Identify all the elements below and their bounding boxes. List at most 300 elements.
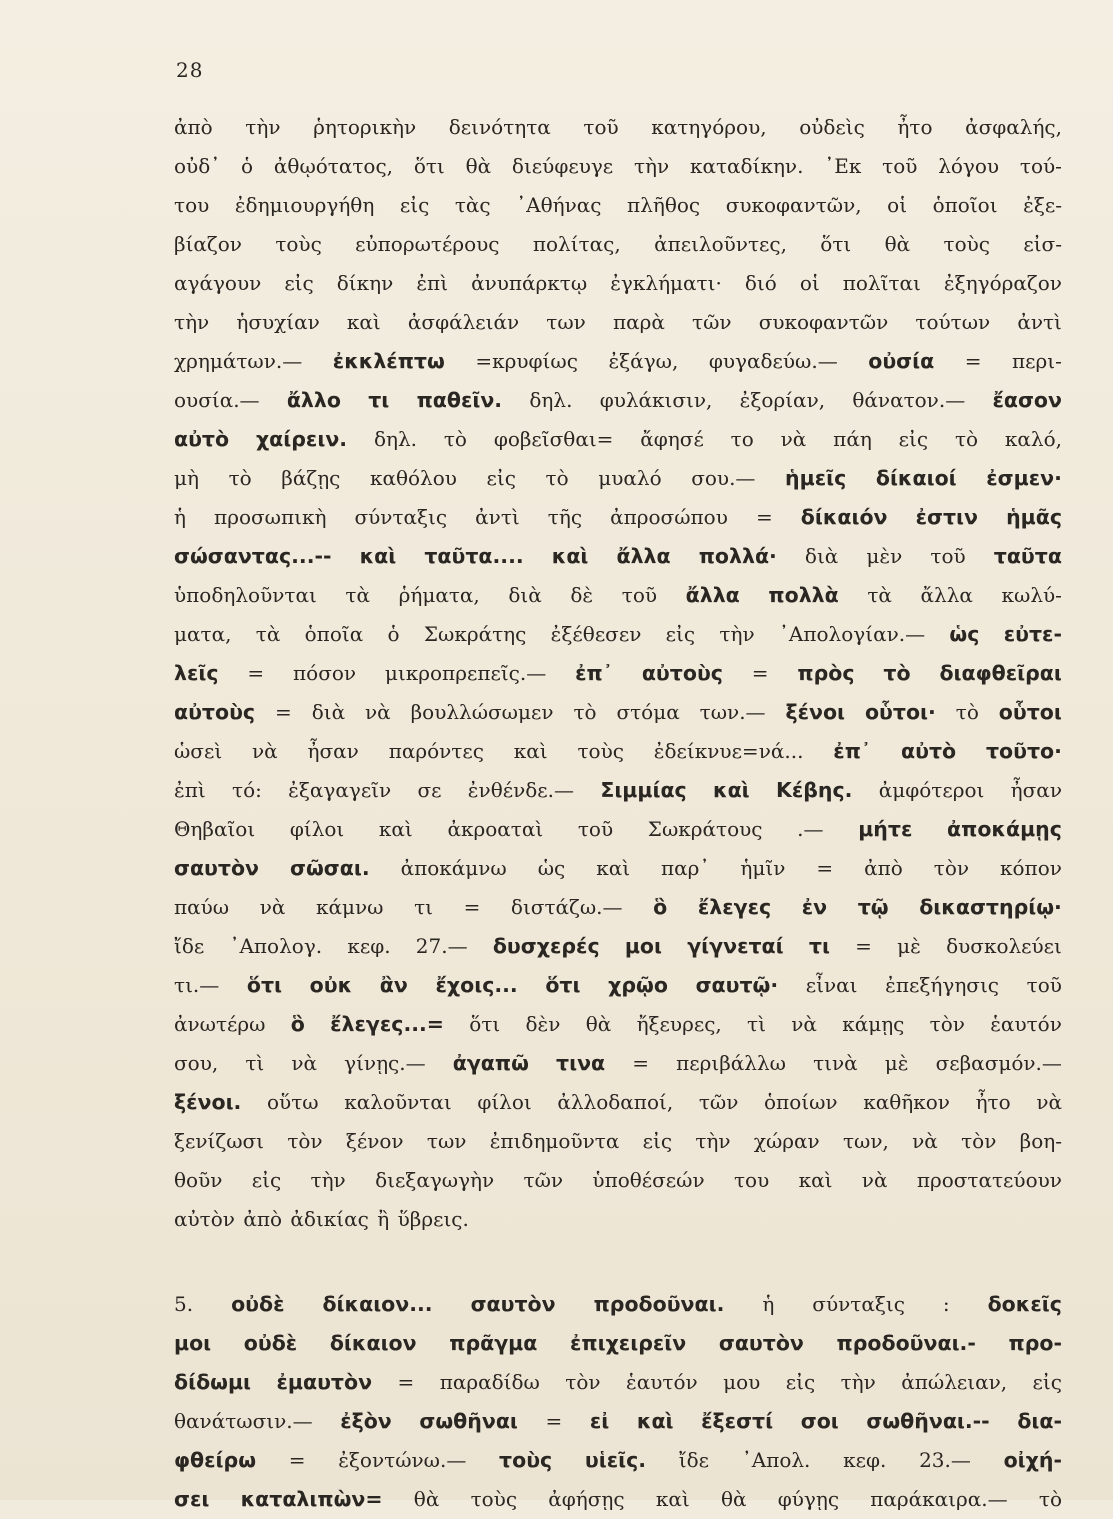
bold-term: δίκαιον xyxy=(329,1331,417,1355)
bold-term: ἐσμεν· xyxy=(986,466,1062,490)
word: ἐπὶ xyxy=(174,778,206,802)
word: ἀνυπάρκτῳ xyxy=(471,271,588,295)
word: εἰς xyxy=(399,193,430,217)
word: ἐξε- xyxy=(1023,193,1062,217)
bold-term: μοι xyxy=(624,934,662,958)
word: ὅτι xyxy=(820,232,852,256)
word: τὸν xyxy=(961,1129,997,1153)
word: τὸν xyxy=(933,856,970,880)
bold-term: ἐπιχειρεῖν xyxy=(569,1331,687,1355)
word: συκοφαντῶν, xyxy=(725,193,862,217)
word: θὰ xyxy=(413,1487,440,1511)
word: καὶ xyxy=(346,310,381,334)
word: ἀποκάμνω xyxy=(400,856,507,880)
word: δηλ. xyxy=(529,388,573,412)
word: θὰ xyxy=(884,232,911,256)
word: τὸ xyxy=(573,700,597,724)
word: φίλοι xyxy=(289,817,345,841)
word: κεφ. xyxy=(347,934,391,958)
word: τινὰ xyxy=(813,1051,858,1075)
word: μὴ xyxy=(174,466,199,490)
word: τὸν xyxy=(565,1370,601,1394)
word: = xyxy=(755,505,773,529)
word: = xyxy=(751,661,769,685)
word: ἡσυχίαν xyxy=(236,310,320,334)
word: τού- xyxy=(1019,154,1062,178)
word: φυλάκισιν, xyxy=(599,388,713,412)
word: τὴν xyxy=(719,622,755,646)
word: = xyxy=(397,1370,415,1394)
bold-term: πολλὰ xyxy=(768,583,839,607)
word: Θηβαῖοι xyxy=(174,817,256,841)
text-line xyxy=(174,1200,1062,1239)
word: δὲ xyxy=(570,583,594,607)
bold-term: ἔλεγες xyxy=(697,895,772,919)
word: τὸν xyxy=(287,1129,323,1153)
word: περι- xyxy=(1012,349,1062,373)
text-line xyxy=(174,1161,1062,1200)
word: εἰς xyxy=(1032,1370,1062,1394)
bold-term: ἡμᾶς xyxy=(1006,505,1062,529)
word: ἐξορίαν, xyxy=(739,388,826,412)
word: ᾽Απολ. xyxy=(741,1448,811,1472)
word: = xyxy=(463,895,481,919)
text-line xyxy=(174,888,1062,927)
word: των xyxy=(426,1129,467,1153)
word: νὰ xyxy=(861,1168,888,1192)
bold-term: δίκαιον... xyxy=(322,1292,433,1316)
word: ᾽Απολογ. xyxy=(229,934,323,958)
bold-term: οὐκ xyxy=(309,973,353,997)
word: ξενίζωσι xyxy=(174,1129,265,1153)
word: : xyxy=(942,1292,950,1316)
word: ματα, xyxy=(174,622,232,646)
word: τὰ xyxy=(345,583,370,607)
word: τοὺς xyxy=(943,232,990,256)
word: θὰ xyxy=(465,154,492,178)
word: τὸ xyxy=(443,427,467,451)
word: ὁ xyxy=(241,154,254,178)
word: τὶ xyxy=(245,1051,265,1075)
word: ἐξαγαγεῖν xyxy=(288,778,392,802)
word: ἀλλοδαποί, xyxy=(557,1090,674,1114)
word: 23.— xyxy=(919,1448,971,1472)
text-line xyxy=(174,654,1062,693)
word: ἐγκλήματι· xyxy=(610,271,722,295)
word: τὴν xyxy=(245,115,281,139)
word: ὕβρεις. xyxy=(397,1207,469,1231)
word: εἰς xyxy=(642,1129,673,1153)
word: των, xyxy=(842,1129,889,1153)
word: = xyxy=(964,349,982,373)
word: καὶ xyxy=(655,1487,690,1511)
bold-term: φθείρω xyxy=(174,1448,257,1472)
word: διὰ xyxy=(804,544,839,568)
word: ἦσαν xyxy=(307,739,359,763)
bold-term: αὐτοὺς xyxy=(641,661,723,685)
word: ἐξάγω, xyxy=(608,349,679,373)
word: ὁποῖοι xyxy=(932,193,998,217)
bold-term: λεῖς xyxy=(174,661,219,685)
text-line xyxy=(174,1005,1062,1044)
word: ἀπροσώπου xyxy=(610,505,728,529)
word: μὲν xyxy=(866,544,903,568)
word: ἑαυτόν xyxy=(990,1012,1062,1036)
word: = xyxy=(545,1409,563,1433)
text-line xyxy=(174,498,1062,537)
bold-term: προδοῦναι.- xyxy=(836,1331,976,1355)
word: κάμῃς xyxy=(842,1012,905,1036)
word: τοὺς xyxy=(275,232,322,256)
word: ἀπὸ xyxy=(864,856,903,880)
word: τὸ xyxy=(954,427,979,451)
bold-term: ἐν xyxy=(801,895,828,919)
text-line xyxy=(174,186,1062,225)
word: καλό, xyxy=(1004,427,1062,451)
bold-term: ἄλλα xyxy=(685,583,740,607)
word: τὸ xyxy=(545,466,569,490)
word: νὰ xyxy=(259,895,286,919)
word: ἀπειλοῦντες, xyxy=(654,232,787,256)
word: νὰ xyxy=(365,700,391,724)
bold-term: δοκεῖς xyxy=(987,1292,1062,1316)
bold-term: αὐτὸ xyxy=(174,427,230,451)
word: εἰς xyxy=(284,271,314,295)
bold-term: οὗτοι· xyxy=(864,700,936,724)
word: Σωκράτους xyxy=(647,817,763,841)
word: τὴν xyxy=(695,1129,731,1153)
word: ὁποῖα xyxy=(304,622,364,646)
word: προστατεύουν xyxy=(916,1168,1062,1192)
word: φίλοι xyxy=(477,1090,532,1114)
bold-term: εὐτε- xyxy=(1003,622,1062,646)
word: τῆς xyxy=(547,505,583,529)
bold-term: ἄλλο xyxy=(286,388,341,412)
bold-term: Κέβης. xyxy=(775,778,853,802)
page-number: 28 xyxy=(176,58,204,82)
word: ᾽Αθήνας xyxy=(516,193,602,217)
word: τοῦ xyxy=(621,583,658,607)
word: νὰ xyxy=(291,1051,318,1075)
bold-term: δίδωμι xyxy=(174,1370,252,1394)
word: λόγου xyxy=(938,154,1000,178)
bold-term: ὃ xyxy=(290,1012,305,1036)
bold-term: καὶ xyxy=(359,544,397,568)
word: κωλύ- xyxy=(1001,583,1062,607)
word: ἀντὶ xyxy=(475,505,520,529)
text-line xyxy=(174,810,1062,849)
bold-term: ἔχοις... xyxy=(435,973,518,997)
word: ἄφησέ xyxy=(640,427,704,451)
bold-term: καὶ xyxy=(551,544,589,568)
text-line xyxy=(174,771,1062,810)
word: τούτων xyxy=(915,310,991,334)
text-line xyxy=(174,693,1062,732)
word: ἐξοντώνω.— xyxy=(338,1448,467,1472)
word: τοῦ xyxy=(1026,973,1062,997)
bold-term: ἐξὸν xyxy=(340,1409,392,1433)
word: μικροπρεπεῖς.— xyxy=(384,661,547,685)
bold-term: υἱεῖς. xyxy=(584,1448,647,1472)
word: προσωπικὴ xyxy=(214,505,327,529)
bold-term: ἐπ᾽ xyxy=(833,739,872,763)
word: ἀθῳότατος, xyxy=(273,154,394,178)
word: νὰ xyxy=(791,1012,817,1036)
word: ᾽Απολογίαν.— xyxy=(778,622,926,646)
word: σύνταξις xyxy=(812,1292,905,1316)
bold-term: χρῷο xyxy=(608,973,668,997)
word: οὐδεὶς xyxy=(799,115,865,139)
bold-term: σαυτὸν xyxy=(470,1292,556,1316)
word: περιβάλλω xyxy=(676,1051,786,1075)
text-line xyxy=(174,1122,1062,1161)
word: τό: xyxy=(232,778,262,802)
bold-term: οὐδὲ xyxy=(243,1331,298,1355)
word: 27.— xyxy=(415,934,468,958)
text-line xyxy=(174,264,1062,303)
text-line xyxy=(174,342,1062,381)
bold-term: μοι xyxy=(174,1331,212,1355)
word: = xyxy=(247,661,265,685)
text-line xyxy=(174,1402,1062,1441)
text-line xyxy=(174,537,1062,576)
word: σύνταξις xyxy=(354,505,448,529)
word: = xyxy=(288,1448,306,1472)
word: ἦτο xyxy=(897,115,933,139)
word: τῶν xyxy=(692,310,732,334)
word: ἐδείκνυε=νά... xyxy=(653,739,804,763)
word: ἡ xyxy=(174,505,186,529)
word: Σωκράτης xyxy=(423,622,527,646)
word: ἐξηγόραζον xyxy=(943,271,1062,295)
bold-term: ὅτι xyxy=(246,973,283,997)
bold-term: σαυτὸν xyxy=(174,856,260,880)
bold-term: ὅτι xyxy=(545,973,581,997)
bold-term: ἀγαπῶ xyxy=(452,1051,529,1075)
word: τοῦ xyxy=(882,154,918,178)
word: ἀπὸ xyxy=(174,115,213,139)
word: σου, xyxy=(174,1051,219,1075)
word: εἰς xyxy=(898,427,929,451)
commentary-paragraph xyxy=(174,108,1062,1239)
word: ἡ xyxy=(762,1292,775,1316)
bold-term: ἐμαυτὸν xyxy=(276,1370,373,1394)
word: διό xyxy=(744,271,777,295)
word: ῥήματα, xyxy=(398,583,480,607)
bold-term: Σιμμίας xyxy=(600,778,687,802)
bold-term: ξένοι xyxy=(785,700,846,724)
bold-term: ἔασον xyxy=(992,388,1062,412)
word: τὰς xyxy=(454,193,491,217)
word: οὐδ᾽ xyxy=(174,154,221,178)
word: ἦσαν xyxy=(1010,778,1062,802)
word: τὰ xyxy=(255,622,281,646)
word: καὶ xyxy=(798,1168,833,1192)
word: οἱ xyxy=(887,193,908,217)
bold-term: ἀποκάμῃς xyxy=(947,817,1062,841)
word: νὰ xyxy=(1036,1090,1062,1114)
bold-term: τοὺς xyxy=(499,1448,553,1472)
word: κάμνω xyxy=(315,895,384,919)
word: τὶ xyxy=(747,1012,766,1036)
word: σε xyxy=(417,778,442,802)
word: ὁποίων xyxy=(764,1090,838,1114)
word: παύω xyxy=(174,895,230,919)
word: ἐπὶ xyxy=(416,271,449,295)
word: διεξαγωγὴν xyxy=(375,1168,495,1192)
bold-term: σαυτὸν xyxy=(718,1331,804,1355)
word: καὶ xyxy=(513,739,548,763)
text-line xyxy=(174,732,1062,771)
word: ἀνωτέρω xyxy=(174,1012,266,1036)
text-line xyxy=(174,615,1062,654)
word: ἴδε xyxy=(678,1448,710,1472)
word: τοὺς xyxy=(470,1487,518,1511)
word: κατηγόρου, xyxy=(651,115,767,139)
bold-term: δίκαιόν xyxy=(800,505,888,529)
bold-term: δια- xyxy=(1017,1409,1062,1433)
text-line xyxy=(174,576,1062,615)
word: παραδίδω xyxy=(439,1370,540,1394)
bold-term: ἔλεγες...= xyxy=(330,1012,444,1036)
word: σεβασμόν.— xyxy=(935,1051,1062,1075)
bold-term: ἔξεστί xyxy=(701,1409,774,1433)
text-line xyxy=(174,225,1062,264)
bold-term: καὶ xyxy=(713,778,750,802)
word: ἀκροαταὶ xyxy=(447,817,544,841)
word: ἀσφάλειάν xyxy=(407,310,520,334)
text-line xyxy=(174,1363,1062,1402)
bold-term: γίγνεταί xyxy=(687,934,784,958)
bold-term: ταῦτα.... xyxy=(424,544,524,568)
word: ξένον xyxy=(345,1129,404,1153)
word: τὸν xyxy=(929,1012,965,1036)
word: του xyxy=(174,193,210,217)
bold-term: σωθῆναι.-- xyxy=(866,1409,990,1433)
word: μυαλό xyxy=(598,466,662,490)
word: ἀπὸ xyxy=(243,1207,283,1231)
word: γίνῃς.— xyxy=(344,1051,426,1075)
bold-term: ταῦτα xyxy=(993,544,1062,568)
word: καὶ xyxy=(596,856,631,880)
text-line xyxy=(174,459,1062,498)
word: εἰς xyxy=(251,1168,282,1192)
bold-term: δίκαιοί xyxy=(875,466,957,490)
word: ὡσεὶ xyxy=(174,739,223,763)
bold-term: οὐσία xyxy=(868,349,935,373)
word: διεύφευγε xyxy=(511,154,614,178)
word: αγάγουν xyxy=(174,271,262,295)
word: μου xyxy=(723,1370,761,1394)
page-text xyxy=(174,108,1062,1519)
word: βάζῃς xyxy=(281,466,341,490)
word: ἀμφότεροι xyxy=(878,778,985,802)
word: πολῖται xyxy=(842,271,921,295)
word: οὕτω xyxy=(267,1090,319,1114)
word: εἰσ- xyxy=(1023,232,1062,256)
word: παρόντες xyxy=(388,739,484,763)
word: ἦτο xyxy=(975,1090,1011,1114)
word: τῶν xyxy=(698,1090,739,1114)
word: ῥητορικὴν xyxy=(313,115,417,139)
bold-term: τὸ xyxy=(883,661,911,685)
word: χώραν xyxy=(753,1129,820,1153)
bold-term: καταλιπὼν= xyxy=(240,1487,383,1511)
word: 5. xyxy=(174,1292,194,1316)
word: θανάτωσιν.— xyxy=(174,1409,313,1433)
bold-term: σει xyxy=(174,1487,210,1511)
word: τὴν xyxy=(310,1168,346,1192)
text-line xyxy=(174,966,1062,1005)
text-line xyxy=(174,303,1062,342)
word: ὑποθέσεών xyxy=(592,1168,705,1192)
word: ἐπιδημοῦντα xyxy=(489,1129,620,1153)
bold-term: οὐδὲ xyxy=(231,1292,285,1316)
word: των.— xyxy=(699,700,766,724)
word: ἐδημιουργήθη xyxy=(234,193,375,217)
word: μὲ xyxy=(897,934,921,958)
word: ἀπώλειαν, xyxy=(901,1370,1008,1394)
word: δὲν xyxy=(525,1012,561,1036)
word: ἄλλα xyxy=(920,583,973,607)
bold-term: προδοῦναι. xyxy=(593,1292,725,1316)
word: ἤξευρες, xyxy=(636,1012,722,1036)
word: διὰ xyxy=(311,700,346,724)
word: ἴδε xyxy=(174,934,205,958)
bold-term: πολλά· xyxy=(698,544,777,568)
text-line xyxy=(174,381,1062,420)
bold-term: δυσχερές xyxy=(492,934,600,958)
word: = xyxy=(816,856,834,880)
bold-term: καὶ xyxy=(636,1409,674,1433)
word: τοὺς xyxy=(577,739,624,763)
bold-term: σώσαντας...-- xyxy=(174,544,332,568)
word: ἀντὶ xyxy=(1017,310,1062,334)
bold-term: σῶσαι. xyxy=(290,856,370,880)
bold-term: εἰ xyxy=(589,1409,610,1433)
word: ὅτι xyxy=(469,1012,501,1036)
word: θὰ xyxy=(720,1487,747,1511)
word: τὴν xyxy=(633,154,670,178)
word: καλοῦνται xyxy=(344,1090,452,1114)
word: φυγαδεύω.— xyxy=(708,349,838,373)
word: ἡμῖν xyxy=(740,856,786,880)
word: τὰ xyxy=(867,583,892,607)
bold-term: μήτε xyxy=(858,817,913,841)
word: εἰς xyxy=(486,466,516,490)
text-line xyxy=(174,1285,1062,1324)
word: βοη- xyxy=(1019,1129,1062,1153)
word: παρ᾽ xyxy=(661,856,710,880)
word: καθόλου xyxy=(369,466,457,490)
word: = xyxy=(855,934,872,958)
word: συκοφαντῶν xyxy=(758,310,889,334)
word: τὴν xyxy=(174,310,210,334)
word: τοῦ xyxy=(930,544,966,568)
word: ἀφήσῃς xyxy=(548,1487,625,1511)
word: =κρυφίως xyxy=(475,349,578,373)
bold-term: ξένοι. xyxy=(174,1090,242,1114)
word: τῶν xyxy=(523,1168,564,1192)
word: εὐπορωτέρους xyxy=(355,232,500,256)
word: τοῦ xyxy=(577,817,614,841)
commentary-paragraph-5 xyxy=(174,1285,1062,1519)
word: εἰς xyxy=(785,1370,816,1394)
word: ἐπεξήγησις xyxy=(885,973,999,997)
bold-term: ὃ xyxy=(653,895,668,919)
word: βουλλώσωμεν xyxy=(410,700,554,724)
word: φοβεῖσθαι= xyxy=(493,427,614,451)
